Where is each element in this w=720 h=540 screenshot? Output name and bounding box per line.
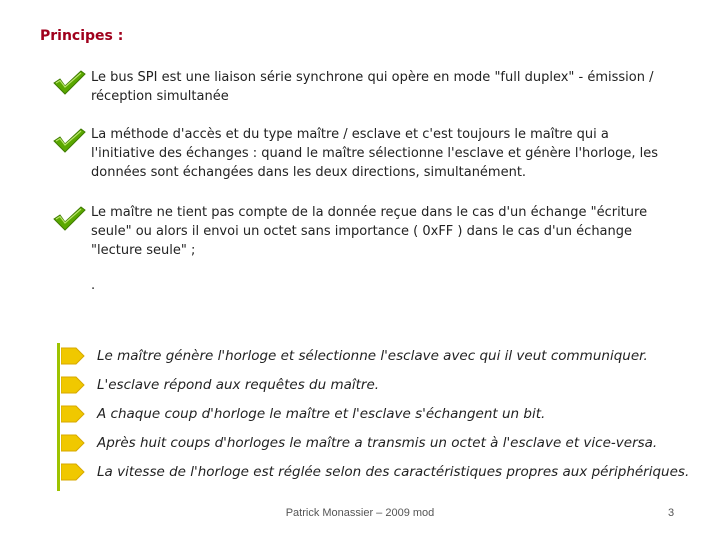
slide-title: Principes : — [40, 28, 124, 44]
list-item-4: Après huit coups d'horloges le maître a transmis un octet à l'esclave et vice-versa. — [97, 435, 658, 451]
checkmark-icon — [52, 68, 86, 96]
arrow-bullet-icon — [61, 434, 85, 452]
paragraph-1: Le bus SPI est une liaison série synchrone qui opère en mode "full duplex" - émission / réception simultanée — [91, 70, 654, 104]
checkmark-icon — [52, 126, 86, 154]
list-accent-bar — [57, 343, 60, 491]
arrow-bullet-icon — [61, 405, 85, 423]
arrow-bullet-icon — [61, 376, 85, 394]
page-number: 3 — [668, 507, 675, 519]
checkmark-icon — [52, 204, 86, 232]
footer-author: Patrick Monassier – 2009 mod — [285, 507, 435, 519]
list-item-2: L'esclave répond aux requêtes du maître. — [97, 377, 380, 393]
paragraph-2: La méthode d'accès et du type maître / esclave et c'est toujours le maître qui a l'initiative des échanges : quand le maître sélectionne l'esclave et génère l'horloge, les données sont échangées dans les deux directions, simultanément. — [91, 127, 659, 180]
separator-dot: . — [91, 278, 96, 293]
paragraph-3: Le maître ne tient pas compte de la donnée reçue dans le cas d'un échange "écriture seule" ou alors il envoi un octet sans importance ( 0xFF ) dans le cas d'un échange "lecture seule" ; — [91, 205, 648, 258]
arrow-bullet-icon — [61, 463, 85, 481]
list-item-3: A chaque coup d'horloge le maître et l'esclave s'échangent un bit. — [97, 406, 546, 422]
arrow-bullet-icon — [61, 347, 85, 365]
list-item-5: La vitesse de l'horloge est réglée selon des caractéristiques propres aux périphériques. — [97, 464, 690, 480]
list-item-1: Le maître génère l'horloge et sélectionne l'esclave avec qui il veut communiquer. — [97, 348, 648, 364]
